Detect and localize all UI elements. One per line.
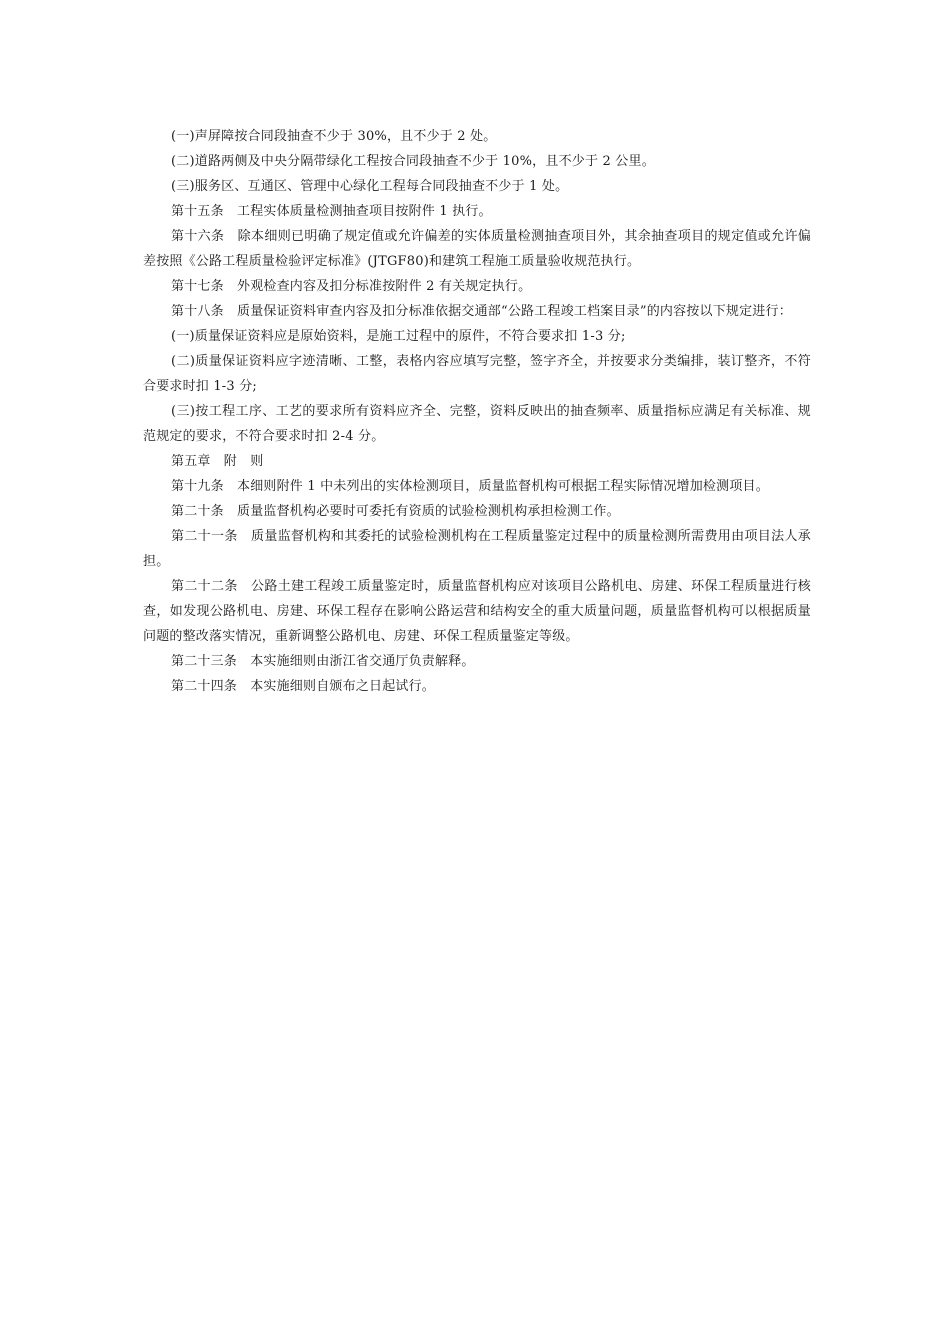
article-15: 第十五条 工程实体质量检测抽查项目按附件 1 执行。 [171,204,492,219]
article-19: 第十九条 本细则附件 1 中未列出的实体检测项目，质量监督机构可根据工程实际情况增加检测项目。 [171,479,769,494]
article-24: 第二十四条 本实施细则自颁布之日起试行。 [171,679,436,694]
paragraph-roadside-greening: (二)道路两侧及中央分隔带绿化工程按合同段抽查不少于 10%，且不少于 2 公里。 [171,154,655,169]
article-18-item-1: (一)质量保证资料应是原始资料，是施工过程中的原件，不符合要求扣 1-3 分; [171,329,626,344]
document-body [143,124,811,699]
article-18-item-2: (二)质量保证资料应字迹清晰、工整，表格内容应填写完整，签字齐全，并按要求分类编排，装订整齐，不符合要求时扣 1-3 分; [143,354,811,394]
article-23: 第二十三条 本实施细则由浙江省交通厅负责解释。 [171,654,475,669]
article-20: 第二十条 质量监督机构必要时可委托有资质的试验检测机构承担检测工作。 [171,504,620,519]
paragraph-service-area-greening: (三)服务区、互通区、管理中心绿化工程每合同段抽查不少于 1 处。 [171,179,569,194]
article-17: 第十七条 外观检查内容及扣分标准按附件 2 有关规定执行。 [171,279,532,294]
article-18-item-3: (三)按工程工序、工艺的要求所有资料应齐全、完整，资料反映出的抽查频率、质量指标应满足有关标准、规范规定的要求，不符合要求时扣 2-4 分。 [143,404,811,444]
article-22: 第二十二条 公路土建工程竣工质量鉴定时，质量监督机构应对该项目公路机电、房建、环保工程质量进行核查，如发现公路机电、房建、环保工程存在影响公路运营和结构安全的重大质量问题，质量监督机构可以根据质量问题的整改落实情况，重新调整公路机电、房建、环保工程质量鉴定等级。 [143,579,811,644]
chapter-5-heading: 第五章 附 则 [171,454,264,469]
paragraph-sound-barrier: (一)声屏障按合同段抽查不少于 30%，且不少于 2 处。 [171,129,497,144]
article-18: 第十八条 质量保证资料审查内容及扣分标准依据交通部“公路工程竣工档案目录”的内容按以下规定进行： [171,304,792,319]
article-21: 第二十一条 质量监督机构和其委托的试验检测机构在工程质量鉴定过程中的质量检测所需费用由项目法人承担。 [143,529,811,569]
article-16: 第十六条 除本细则已明确了规定值或允许偏差的实体质量检测抽查项目外，其余抽查项目的规定值或允许偏差按照《公路工程质量检验评定标准》(JTGF80)和建筑工程施工质量验收规范执行。 [143,229,811,269]
